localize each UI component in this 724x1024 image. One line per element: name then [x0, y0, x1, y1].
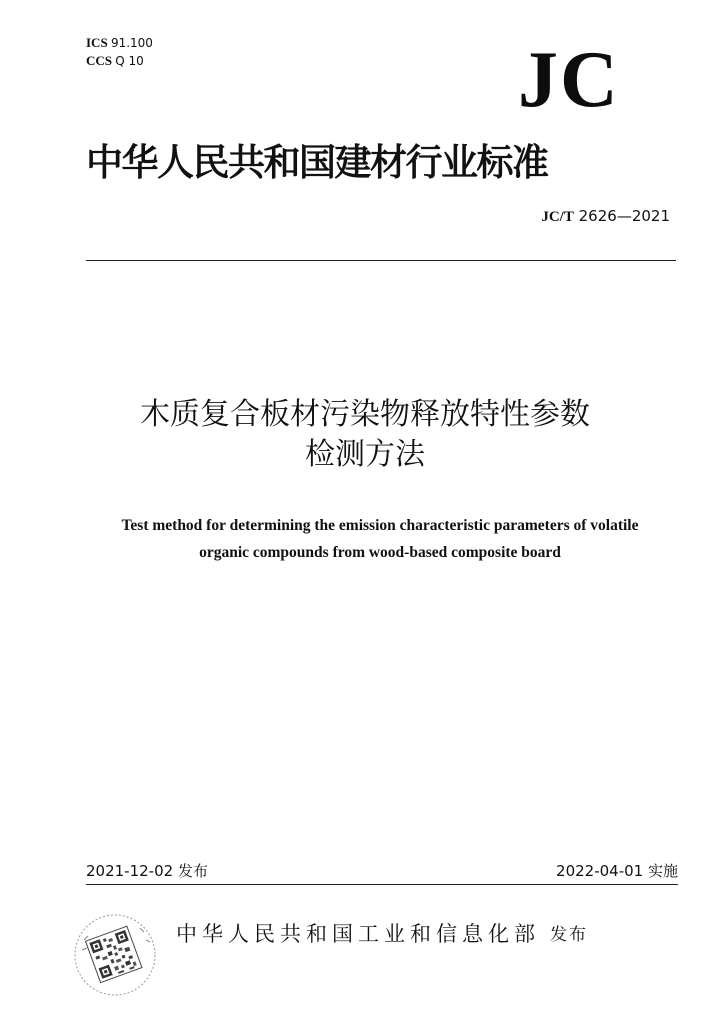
footer-divider: [86, 884, 678, 885]
ics-value: 91.100: [110, 36, 153, 50]
title-en-line-2: organic compounds from wood-based composite board: [199, 544, 561, 561]
header-divider: [86, 260, 676, 261]
qr-code-seal-icon: [70, 910, 160, 1000]
document-title-en: [70, 512, 690, 566]
ics-code: [86, 34, 153, 52]
classification-codes: [86, 34, 153, 70]
ics-label: ICS: [86, 35, 108, 50]
standard-number-value: 2626—2021: [578, 207, 670, 225]
title-cn-line-1: 木质复合板材污染物释放特性参数: [140, 397, 590, 432]
title-en-line-1: Test method for determining the emission characteristic parameters of volatile: [121, 517, 639, 534]
implementation-date: 2022-04-01 实施: [556, 862, 678, 880]
title-cn-line-2: 检测方法: [305, 437, 425, 472]
ccs-code: [86, 52, 153, 70]
document-title-cn: [60, 395, 670, 475]
industry-standard-title: 中华人民共和国建材行业标准: [86, 140, 548, 184]
ccs-value: Q 10: [115, 54, 144, 68]
issuing-authority: 中华人民共和国工业和信息化部: [176, 922, 540, 946]
ccs-label: CCS: [86, 53, 113, 68]
standard-number-prefix: JC/T: [541, 209, 574, 225]
issue-date: 2021-12-02 发布: [86, 862, 208, 880]
standard-number: [541, 206, 670, 227]
jc-logo: JC: [518, 36, 620, 124]
issue-word: 发布: [550, 925, 588, 945]
